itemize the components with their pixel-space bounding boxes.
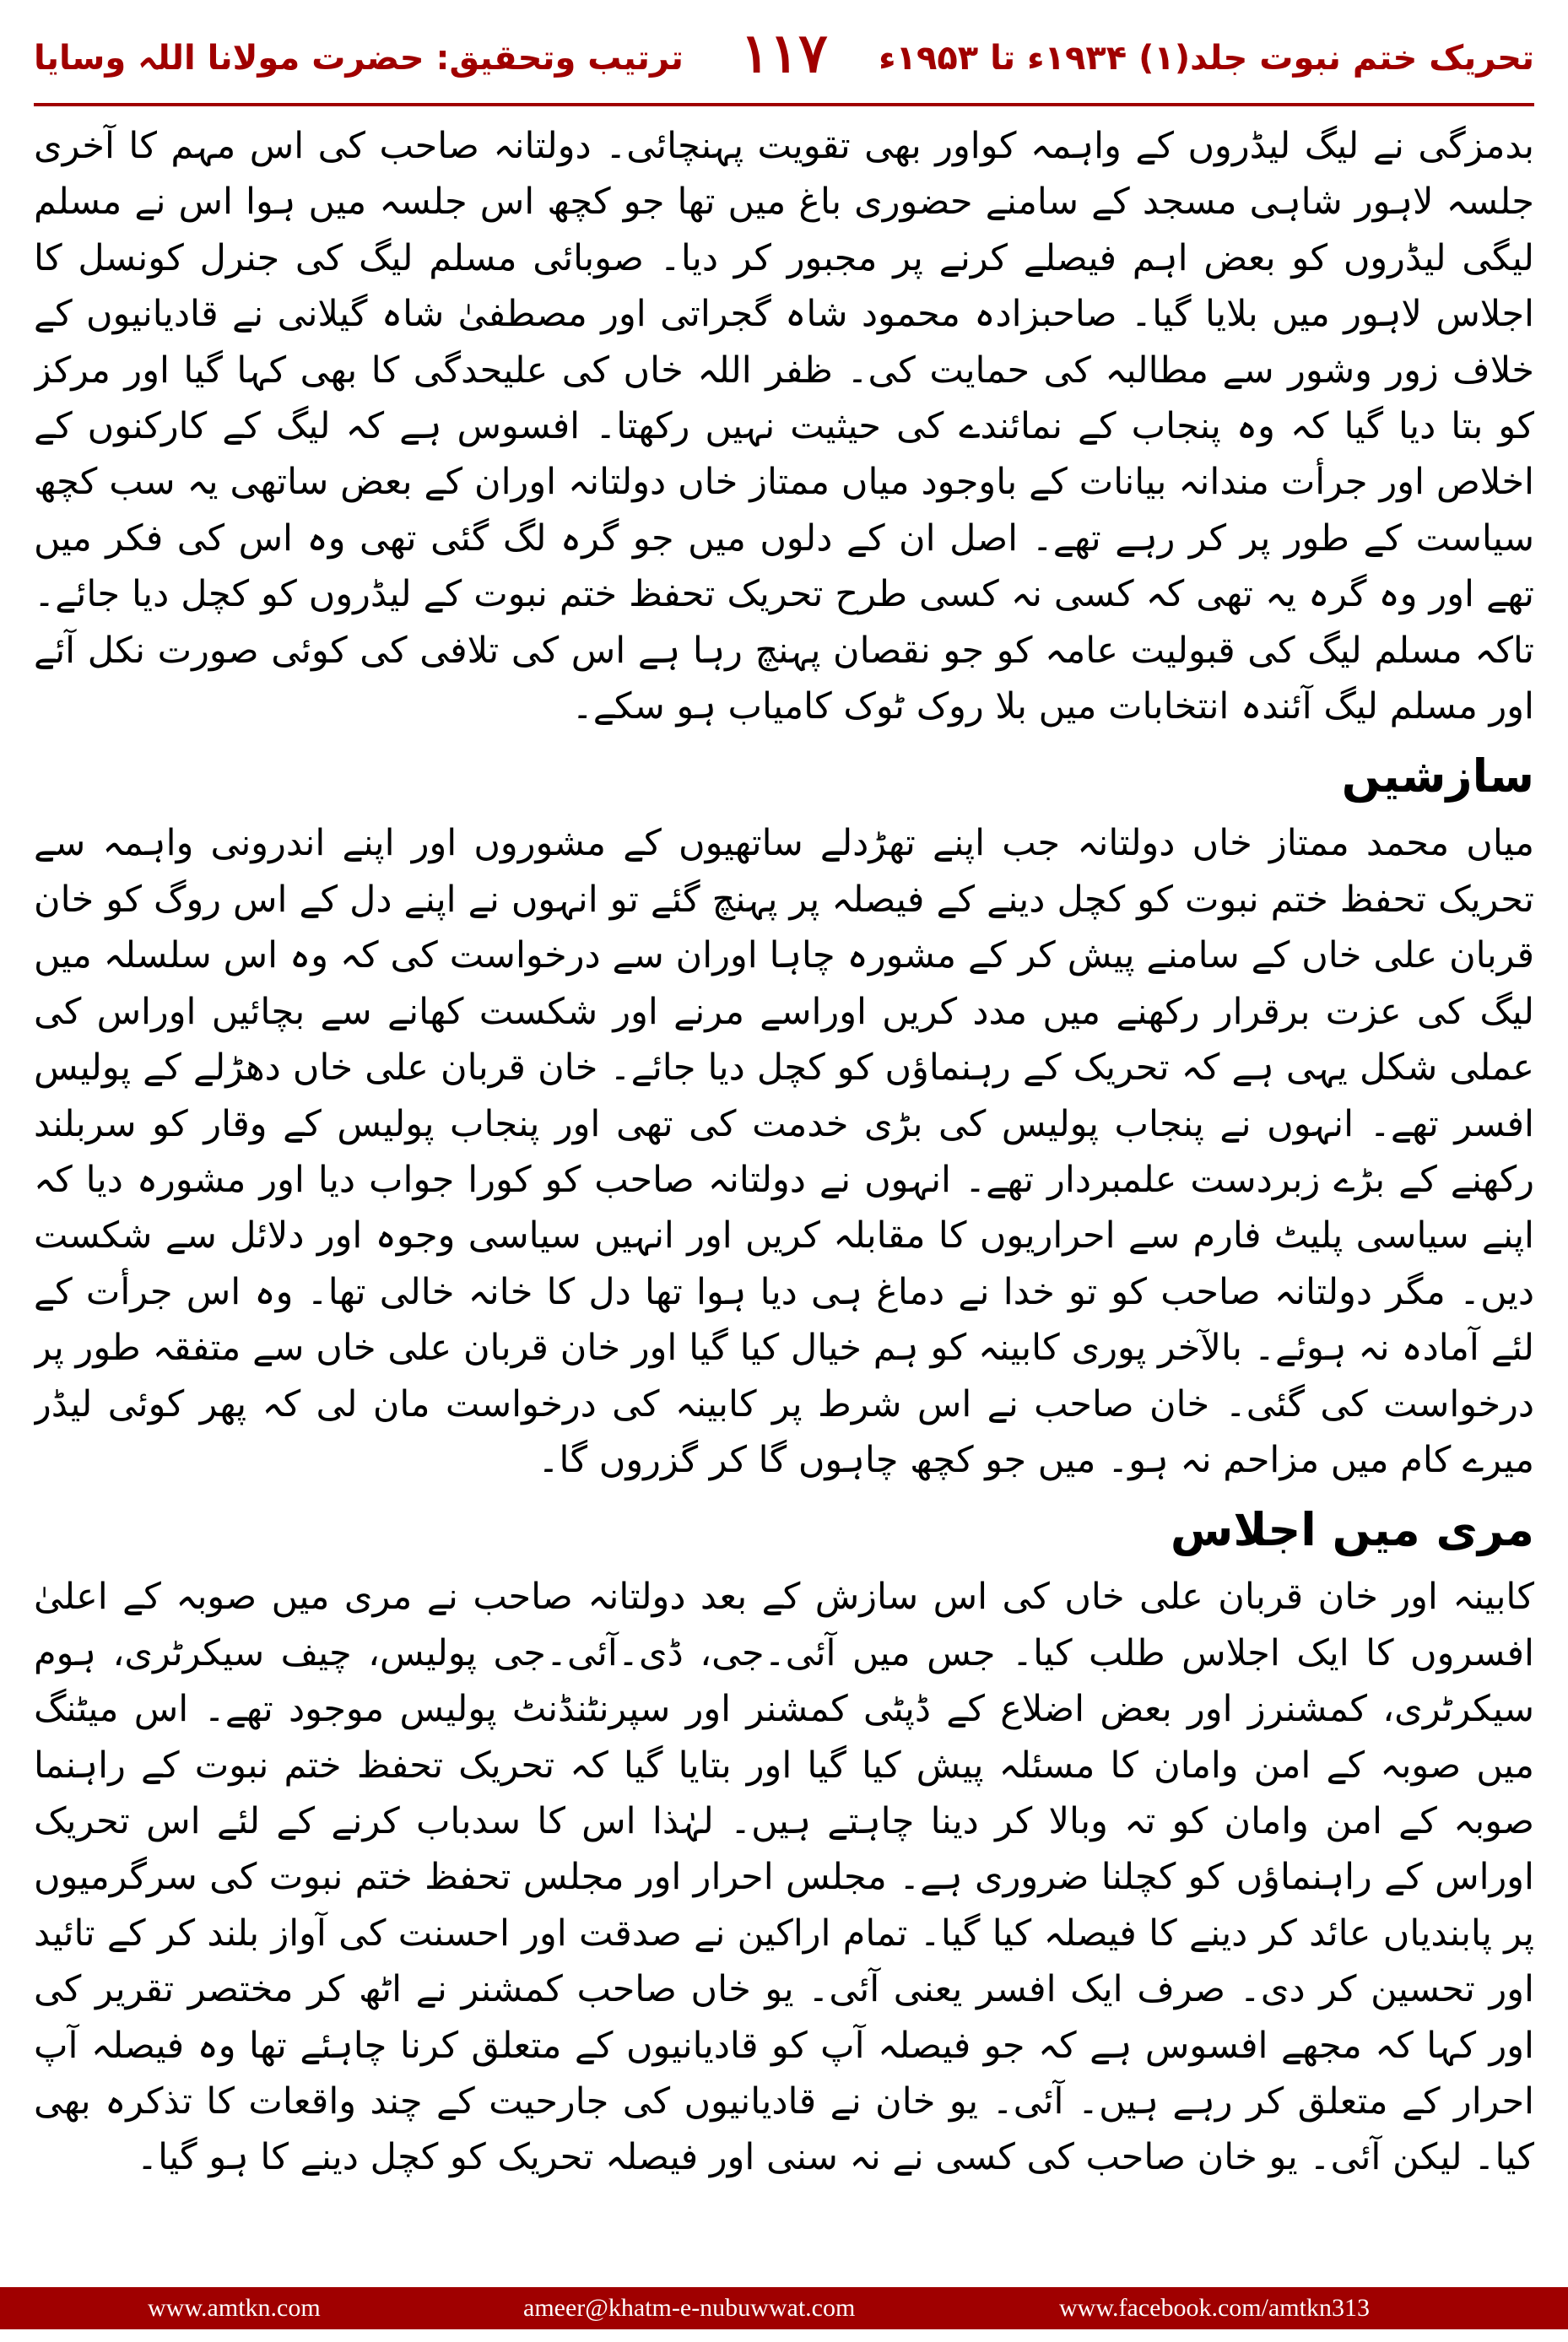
page-number: ۱۱۷ xyxy=(740,22,828,85)
paragraph-1: بدمزگی نے لیگ لیڈروں کے واہمہ کواور بھی تقویت پہنچائی۔ دولتانہ صاحب کی اس مہم کا آخری جلسہ لاہور شاہی مسجد کے سامنے حضوری باغ میں تھا جو کچھ اس جلسہ میں ہوا اس نے مسلم لیگی لیڈروں کو بعض اہم فیصلے کرنے پر مجبور کر دیا۔ صوبائی مسلم لیگ کی جنرل کونسل کا اجلاس لاہور میں بلایا گیا۔ صاحبزادہ محمود شاہ گجراتی اور مصطفیٰ شاہ گیلانی نے قادیانیوں کے خلاف زور وشور سے مطالبہ کی حمایت کی۔ ظفر اللہ خاں کی علیحدگی کا بھی کہا گیا اور مرکز کو بتا دیا گیا کہ وہ پنجاب کے نمائندے کی حیثیت نہیں رکھتا۔ افسوس ہے کہ لیگ کے کارکنوں کے اخلاص اور جرأت مندانہ بیانات کے باوجود میاں ممتاز خاں دولتانہ اوران کے بعض ساتھی یہ سب کچھ سیاست کے طور پر کر رہے تھے۔ اصل ان کے دلوں میں جو گرہ لگ گئی تھی وہ اس کی فکر میں تھے اور وہ گرہ یہ تھی کہ کسی نہ کسی طرح تحریک تحفظ ختم نبوت کے لیڈروں کو کچل دیا جائے۔ تاکہ مسلم لیگ کی قبولیت عامہ کو جو نقصان پہنچ رہا ہے اس کی تلافی کی کوئی صورت نکل آئے اور مسلم لیگ آئندہ انتخابات میں بلا روک ٹوک کامیاب ہو سکے۔ xyxy=(34,125,1534,728)
header-divider xyxy=(34,103,1534,106)
section-heading-conspiracies: سازشیں xyxy=(1341,749,1534,803)
website-link[interactable]: www.amtkn.com xyxy=(148,2294,321,2322)
author-credit: ترتیب وتحقیق: حضرت مولانا اللہ وسایا xyxy=(34,39,684,78)
paragraph-2: میاں محمد ممتاز خاں دولتانہ جب اپنے تھڑدلے ساتھیوں کے مشوروں اور اپنے اندرونی واہمہ سے تحریک تحفظ ختم نبوت کو کچل دینے کے فیصلہ پر پہنچ گئے تو انہوں نے اپنے دل کے اس روگ کو خان قربان علی خاں کے سامنے پیش کر کے مشورہ چاہا اوران سے درخواست کی کہ وہ اس سلسلہ میں لیگ کی عزت برقرار رکھنے میں مدد کریں اوراسے مرنے اور شکست کھانے سے بچائیں اوراس کی عملی شکل یہی ہے کہ تحریک کے رہنماؤں کو کچل دیا جائے۔ خان قربان علی خاں دھڑلے کے پولیس افسر تھے۔ انہوں نے پنجاب پولیس کی بڑی خدمت کی تھی اور پنجاب پولیس کے وقار کو سربلند رکھنے کے بڑے زبردست علمبردار تھے۔ انہوں نے دولتانہ صاحب کو کورا جواب دیا اور مشورہ دیا کہ اپنے سیاسی پلیٹ فارم سے احراریوں کا مقابلہ کریں اور انہیں سیاسی وجوہ اور دلائل سے شکست دیں۔ مگر دولتانہ صاحب کو تو خدا نے دماغ ہی دیا ہوا تھا دل کا خانہ خالی تھا۔ وہ اس جرأت کے لئے آمادہ نہ ہوئے۔ بالآخر پوری کابینہ کو ہم خیال کیا گیا اور خان قربان علی خاں سے متفقہ طور پر درخواست کی گئی۔ خان صاحب نے اس شرط پر کابینہ کی درخواست مان لی کہ پھر کوئی لیڈر میرے کام میں مزاحم نہ ہو۔ میں جو کچھ چاہوں گا کر گزروں گا۔ xyxy=(34,822,1534,1481)
page-content xyxy=(34,118,1534,2253)
book-title: تحریک ختم نبوت جلد(۱) ۱۹۳۴ء تا ۱۹۵۳ء xyxy=(879,39,1534,78)
page-header xyxy=(34,15,1534,100)
paragraph-3: کابینہ اور خان قربان علی خاں کی اس سازش کے بعد دولتانہ صاحب نے مری میں صوبہ کے اعلیٰ افسروں کا ایک اجلاس طلب کیا۔ جس میں آئی۔جی، ڈی۔آئی۔جی پولیس، چیف سیکرٹری، ہوم سیکرٹری، کمشنرز اور بعض اضلاع کے ڈپٹی کمشنر اور سپرنٹنڈنٹ پولیس موجود تھے۔ اس میٹنگ میں صوبہ کے امن وامان کا مسئلہ پیش کیا گیا اور بتایا گیا کہ تحریک تحفظ ختم نبوت کے راہنما صوبہ کے امن وامان کو تہ وبالا کر دینا چاہتے ہیں۔ لہٰذا اس کا سدباب کرنے کے لئے اس تحریک اوراس کے راہنماؤں کو کچلنا ضروری ہے۔ مجلس احرار اور مجلس تحفظ ختم نبوت کی سرگرمیوں پر پابندیاں عائد کر دینے کا فیصلہ کیا گیا۔ تمام اراکین نے صدقت اور احسنت کی آواز بلند کر کے تائید اور تحسین کر دی۔ صرف ایک افسر یعنی آئی۔ یو خاں صاحب کمشنر نے اٹھ کر مختصر تقریر کی اور کہا کہ مجھے افسوس ہے کہ جو فیصلہ آپ کو قادیانیوں کے متعلق کرنا چاہئے تھا وہ فیصلہ آپ احرار کے متعلق کر رہے ہیں۔ آئی۔ یو خان نے قادیانیوں کی جارحیت کے چند واقعات کا تذکرہ بھی کیا۔ لیکن آئی۔ یو خان صاحب کی کسی نے نہ سنی اور فیصلہ تحریک کو کچل دینے کا ہو گیا۔ xyxy=(34,1576,1534,2179)
page-footer xyxy=(0,2287,1568,2329)
facebook-link[interactable]: www.facebook.com/amtkn313 xyxy=(1059,2294,1370,2322)
email-link[interactable]: ameer@khatm-e-nubuwwat.com xyxy=(523,2294,856,2322)
section-heading-murree-meeting: مری میں اجلاس xyxy=(1170,1503,1534,1557)
